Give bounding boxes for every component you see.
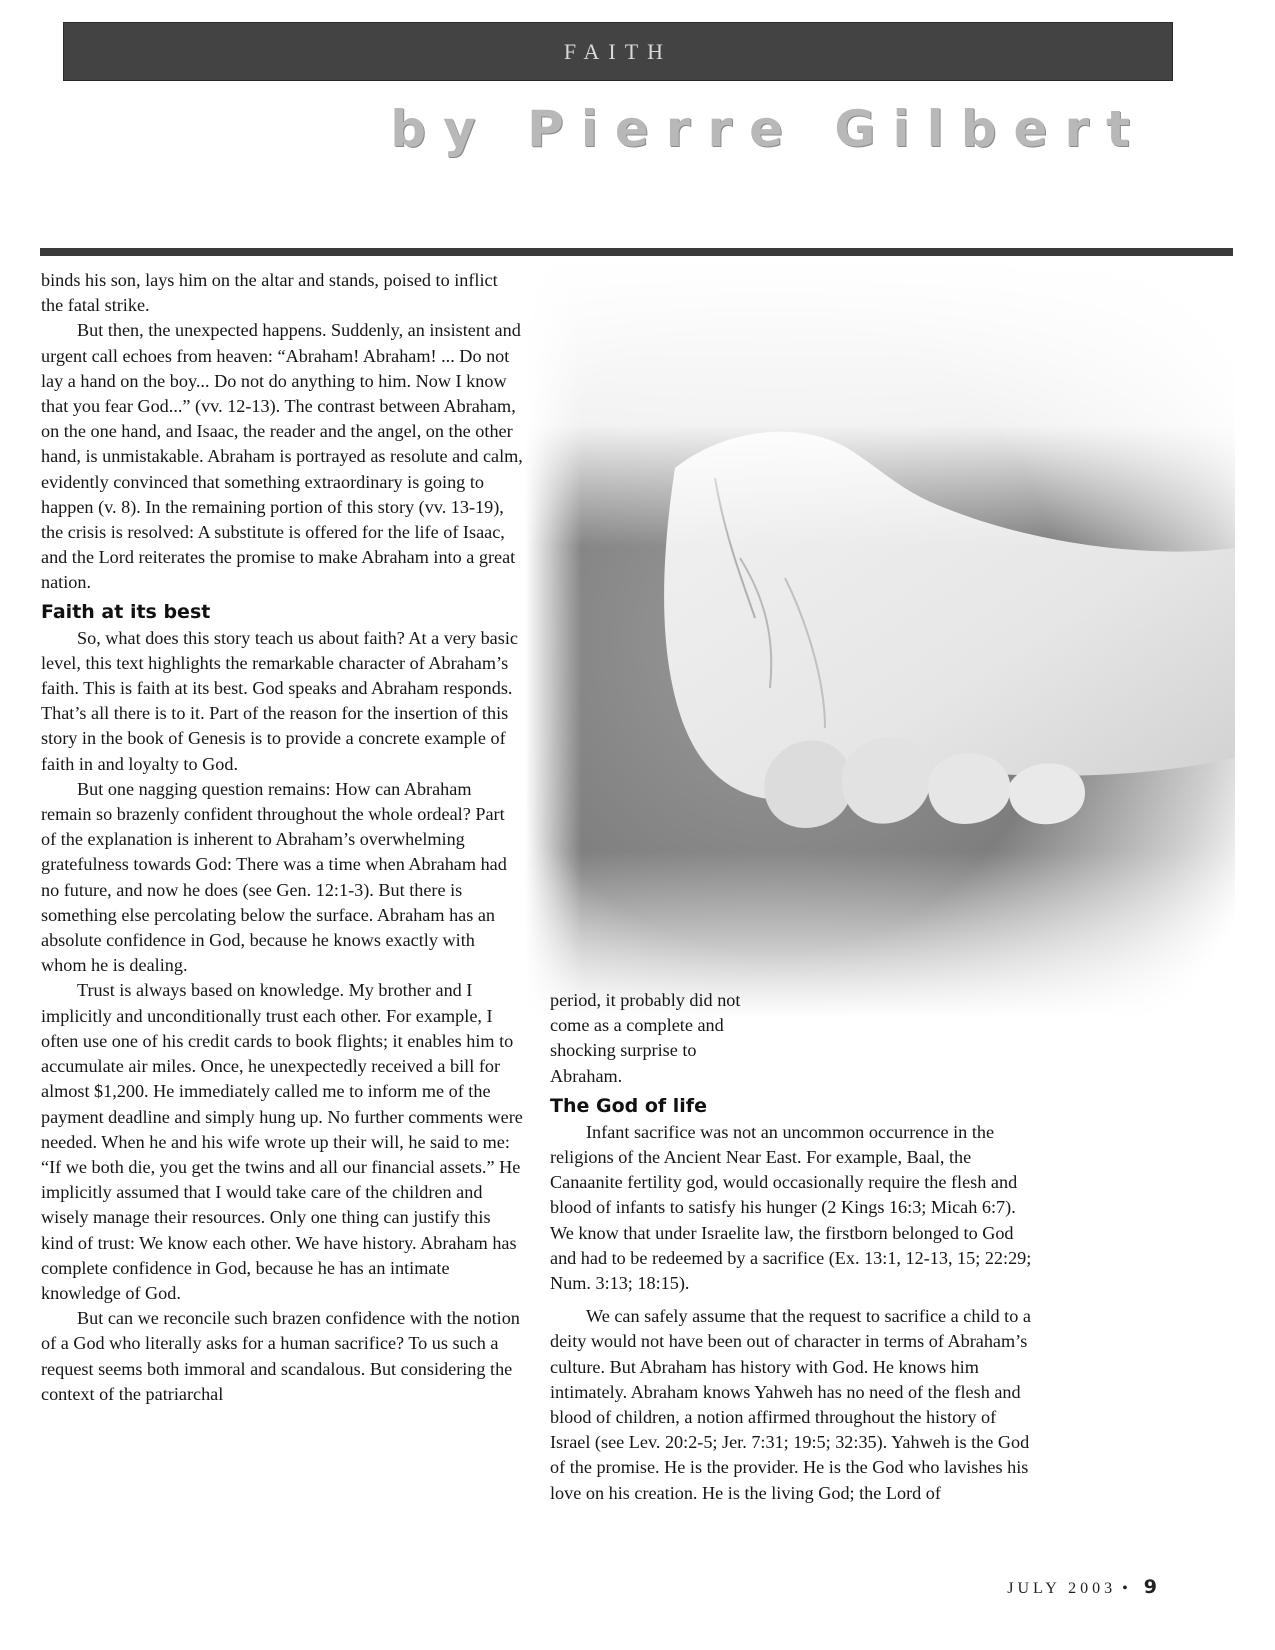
paragraph: So, what does this story teach us about faith? At a very basic level, this text highlights the remarkable character of Abraham’s faith. This is faith at its best. God speaks and Abraham responds. That’s all there is to it. Part of the reason for the insertion of this story in the book of Genesis is to provide a concrete example of faith in and loyalty to God. <box>41 627 518 774</box>
page-footer <box>1007 1576 1157 1598</box>
byline: by Pierre Gilbert <box>390 100 1147 158</box>
subheading: Faith at its best <box>41 600 211 623</box>
section-label: FAITH <box>563 38 673 64</box>
paragraph: We can safely assume that the request to sacrifice a child to a deity would not have been out of character in terms of Abraham’s culture. But Abraham has history with God. He knows him intimately. Abraham knows Yahweh has no need of the flesh and blood of children, a notion affirmed throughout the history of Israel (see Lev. 20:2-5; Jer. 7:31; 19:5; 32:35). Yahweh is the God of the promise. He is the provider. He is the God who lavishes his love on his creation. He is the living God; the Lord of <box>550 1306 1031 1503</box>
article-column-left <box>41 268 523 1407</box>
paragraph: But can we reconcile such brazen confidence with the notion of a God who literally asks for a human sacrifice? To us such a request seems both immoral and scandalous. But considering the context of the patriarchal <box>41 1308 520 1404</box>
issue-date: JULY 2003 <box>1007 1580 1117 1597</box>
subheading: The God of life <box>550 1094 707 1117</box>
paragraph: But then, the unexpected happens. Suddenly, an insistent and urgent call echoes from heaven: “Abraham! Abraham! ... Do not lay a hand on the boy... Do not do anything to him. Now I know that you fear God...” (vv. 12-13). The contrast between Abraham, on the one hand, and Isaac, the reader and the angel, on the other hand, is unmistakable. Abraham is portrayed as resolute and calm, evidently convinced that something extraordinary is going to happen (v. 8). In the remaining portion of this story (vv. 13-19), the crisis is resolved: A substitute is offered for the life of Isaac, and the Lord reiterates the promise to make Abraham into a great nation. <box>41 320 523 593</box>
paragraph: binds his son, lays him on the altar and stands, poised to inflict the fatal strike. <box>41 270 498 316</box>
article-column-right <box>550 988 1032 1506</box>
holding-hands-photo <box>525 258 1235 1018</box>
header-rule <box>40 248 1233 256</box>
paragraph: Infant sacrifice was not an uncommon occurrence in the religions of the Ancient Near East. For example, Baal, the Canaanite fertility god, would occasionally require the flesh and blood of infants to satisfy his hunger (2 Kings 16:3; Micah 6:7). We know that under Israelite law, the firstborn belonged to God and had to be redeemed by a sacrifice (Ex. 13:1, 12-13, 15; 22:29; Num. 3:13; 18:15). <box>550 1121 1032 1294</box>
paragraph-continued: period, it probably did not come as a complete and shocking surprise to Abraham. <box>550 990 741 1086</box>
paragraph: Trust is always based on knowledge. My brother and I implicitly and unconditionally trust each other. For example, I often use one of his credit cards to book flights; it enables him to accumulate air miles. Once, he unexpectedly received a bill for almost $1,200. He immediately called me to inform me of the payment deadline and simply hung up. No further comments were needed. When he and his wife wrote up their will, he said to me: “If we both die, you get the twins and all our financial assets.” He implicitly assumed that I would take care of the children and wisely manage their resources. Only one thing can justify this kind of trust: We know each other. We have history. Abraham has complete confidence in God, because he has an intimate knowledge of God. <box>41 980 523 1303</box>
paragraph: But one nagging question remains: How can Abraham remain so brazenly confident throughout the whole ordeal? Part of the explanation is inherent to Abraham’s overwhelming gratefulness towards God: There was a time when Abraham had no future, and now he does (see Gen. 12:1-3). But there is something else percolating below the surface. Abraham has an absolute confidence in God, because he knows exactly with whom he is dealing. <box>41 778 507 976</box>
page-number: 9 <box>1143 1576 1157 1598</box>
section-header-bar <box>63 22 1173 81</box>
footer-separator: • <box>1122 1580 1132 1597</box>
